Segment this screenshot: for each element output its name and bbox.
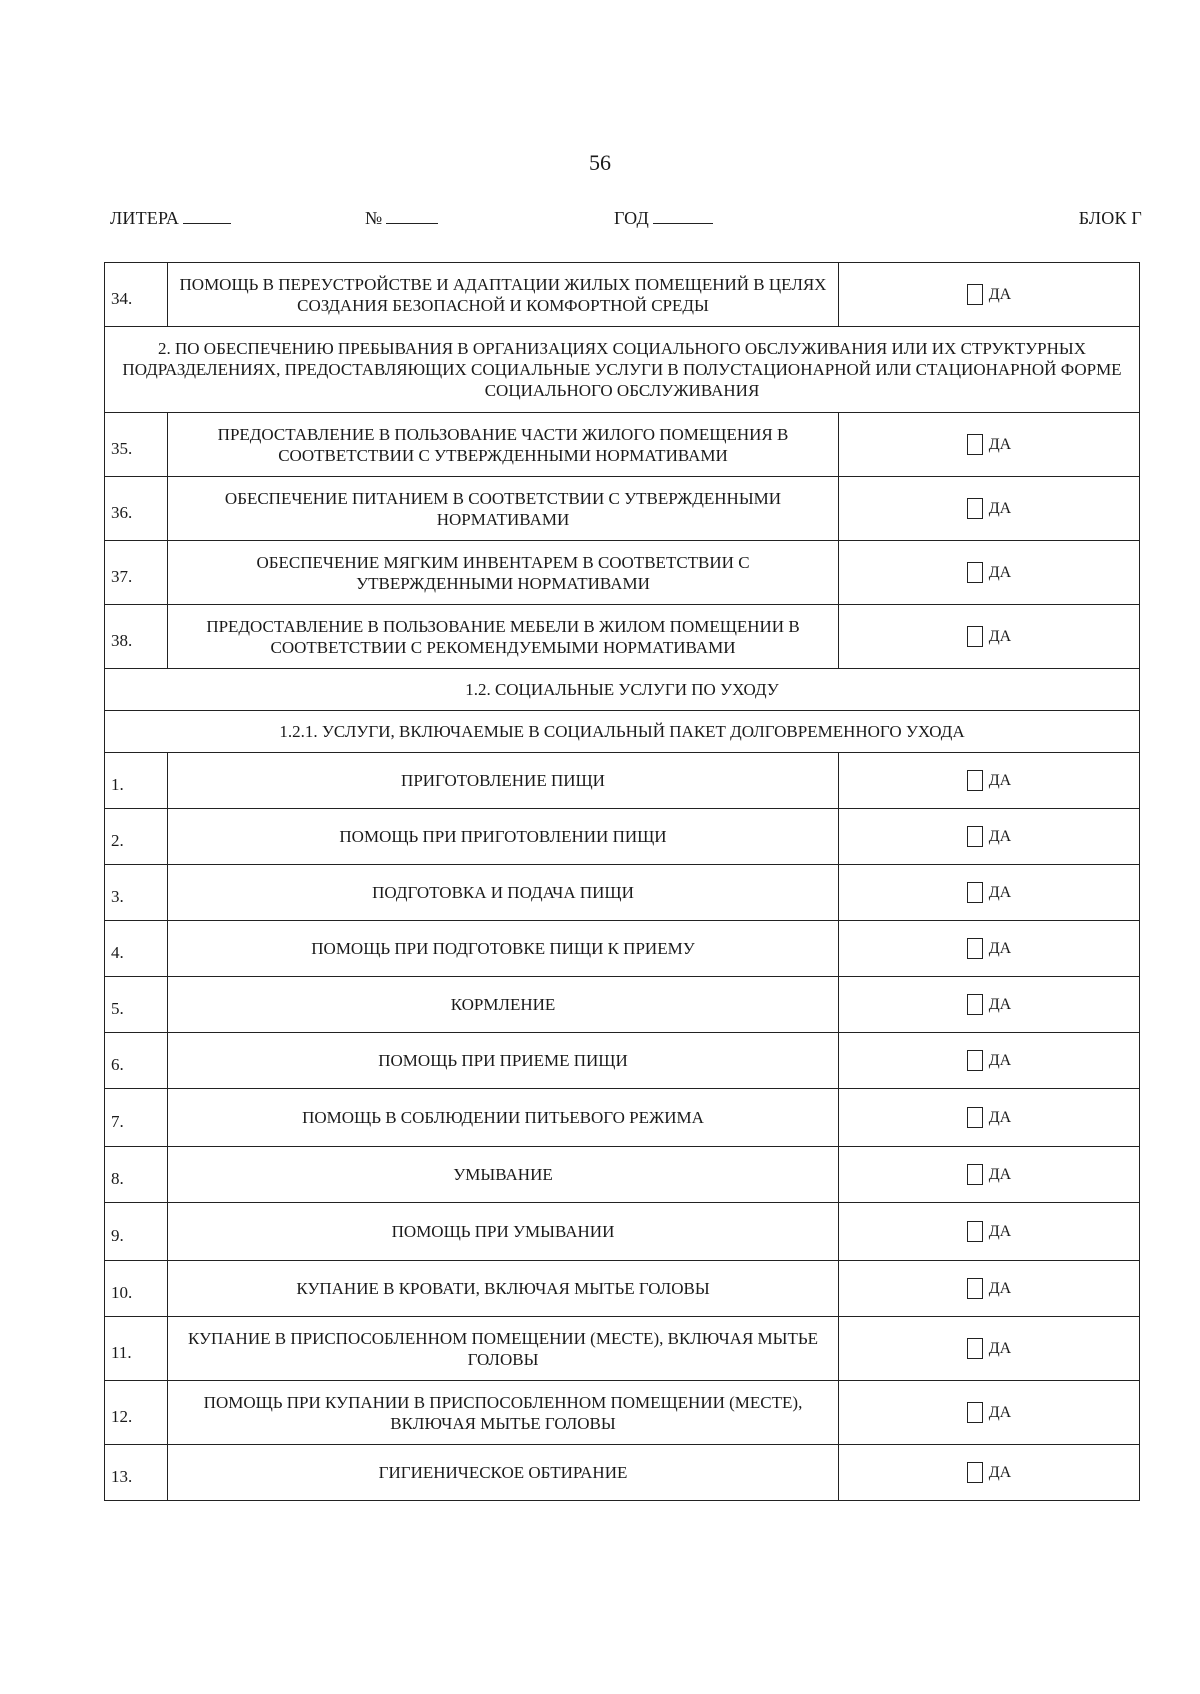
row-number: 34. — [105, 263, 168, 327]
yes-checkbox[interactable] — [967, 1278, 983, 1299]
row-number: 13. — [105, 1445, 168, 1501]
yes-option[interactable] — [839, 1033, 1140, 1089]
row-number: 37. — [105, 541, 168, 605]
services-table — [104, 262, 1140, 1501]
yes-label: ДА — [988, 1109, 1012, 1127]
service-description: ОБЕСПЕЧЕНИЕ МЯГКИМ ИНВЕНТАРЕМ В СООТВЕТСТВИИ С УТВЕРЖДЕННЫМИ НОРМАТИВАМИ — [168, 541, 839, 605]
service-row — [105, 1147, 1140, 1203]
yes-checkbox[interactable] — [967, 1164, 983, 1185]
yes-label: ДА — [988, 1052, 1012, 1070]
service-description: ПОМОЩЬ ПРИ ПРИЕМЕ ПИЩИ — [168, 1033, 839, 1089]
year-blank[interactable] — [653, 222, 713, 224]
yes-label: ДА — [988, 1340, 1012, 1358]
row-number: 6. — [105, 1033, 168, 1089]
yes-option[interactable] — [839, 809, 1140, 865]
yes-label: ДА — [988, 286, 1012, 304]
year-field[interactable] — [614, 208, 713, 229]
row-number: 3. — [105, 865, 168, 921]
yes-checkbox[interactable] — [967, 284, 983, 305]
yes-label: ДА — [988, 940, 1012, 958]
service-row — [105, 1445, 1140, 1501]
yes-checkbox[interactable] — [967, 826, 983, 847]
service-description: ПОМОЩЬ ПРИ ПРИГОТОВЛЕНИИ ПИЩИ — [168, 809, 839, 865]
service-row — [105, 753, 1140, 809]
service-row — [105, 477, 1140, 541]
service-description: КУПАНИЕ В КРОВАТИ, ВКЛЮЧАЯ МЫТЬЕ ГОЛОВЫ — [168, 1261, 839, 1317]
yes-checkbox[interactable] — [967, 1107, 983, 1128]
number-label: № — [365, 208, 383, 228]
service-description: ПРИГОТОВЛЕНИЕ ПИЩИ — [168, 753, 839, 809]
row-number: 36. — [105, 477, 168, 541]
yes-checkbox[interactable] — [967, 1338, 983, 1359]
service-description: УМЫВАНИЕ — [168, 1147, 839, 1203]
yes-checkbox[interactable] — [967, 498, 983, 519]
service-row — [105, 541, 1140, 605]
row-number: 35. — [105, 413, 168, 477]
yes-checkbox[interactable] — [967, 994, 983, 1015]
service-row — [105, 1203, 1140, 1261]
yes-option[interactable] — [839, 921, 1140, 977]
yes-checkbox[interactable] — [967, 1402, 983, 1423]
yes-checkbox[interactable] — [967, 1462, 983, 1483]
section-title: 1.2. СОЦИАЛЬНЫЕ УСЛУГИ ПО УХОДУ — [105, 669, 1140, 711]
yes-option[interactable] — [839, 1381, 1140, 1445]
service-row — [105, 921, 1140, 977]
yes-label: ДА — [988, 996, 1012, 1014]
section-header-row — [105, 327, 1140, 413]
yes-label: ДА — [988, 884, 1012, 902]
service-description: ПОМОЩЬ ПРИ ПОДГОТОВКЕ ПИЩИ К ПРИЕМУ — [168, 921, 839, 977]
yes-label: ДА — [988, 1166, 1012, 1184]
yes-checkbox[interactable] — [967, 938, 983, 959]
yes-checkbox[interactable] — [967, 1050, 983, 1071]
row-number: 10. — [105, 1261, 168, 1317]
yes-option[interactable] — [839, 1147, 1140, 1203]
service-row — [105, 1033, 1140, 1089]
yes-option[interactable] — [839, 753, 1140, 809]
service-description: ПОМОЩЬ ПРИ КУПАНИИ В ПРИСПОСОБЛЕННОМ ПОМЕЩЕНИИ (МЕСТЕ), ВКЛЮЧАЯ МЫТЬЕ ГОЛОВЫ — [168, 1381, 839, 1445]
service-description: ПРЕДОСТАВЛЕНИЕ В ПОЛЬЗОВАНИЕ ЧАСТИ ЖИЛОГО ПОМЕЩЕНИЯ В СООТВЕТСТВИИ С УТВЕРЖДЕННЫМИ НОРМАТИВАМИ — [168, 413, 839, 477]
year-label: ГОД — [614, 208, 649, 228]
number-blank[interactable] — [386, 222, 438, 224]
service-row — [105, 1261, 1140, 1317]
section-title: 2. ПО ОБЕСПЕЧЕНИЮ ПРЕБЫВАНИЯ В ОРГАНИЗАЦИЯХ СОЦИАЛЬНОГО ОБСЛУЖИВАНИЯ ИЛИ ИХ СТРУКТУРНЫХ ПОДРАЗДЕЛЕНИЯХ, ПРЕДОСТАВЛЯЮЩИХ СОЦИАЛЬНЫЕ УСЛУГИ В ПОЛУСТАЦИОНАРНОЙ ИЛИ СТАЦИОНАРНОЙ ФОРМЕ СОЦИАЛЬНОГО ОБСЛУЖИВАНИЯ — [105, 327, 1140, 413]
yes-option[interactable] — [839, 413, 1140, 477]
row-number: 38. — [105, 605, 168, 669]
yes-option[interactable] — [839, 1317, 1140, 1381]
yes-option[interactable] — [839, 1089, 1140, 1147]
service-row — [105, 1381, 1140, 1445]
yes-label: ДА — [988, 772, 1012, 790]
service-row — [105, 977, 1140, 1033]
litera-blank[interactable] — [183, 222, 231, 224]
yes-option[interactable] — [839, 977, 1140, 1033]
service-row — [105, 1089, 1140, 1147]
litera-field[interactable] — [110, 208, 231, 229]
row-number: 12. — [105, 1381, 168, 1445]
section-header-row — [105, 711, 1140, 753]
row-number: 4. — [105, 921, 168, 977]
yes-label: ДА — [988, 1223, 1012, 1241]
service-description: ПОМОЩЬ В ПЕРЕУСТРОЙСТВЕ И АДАПТАЦИИ ЖИЛЫХ ПОМЕЩЕНИЙ В ЦЕЛЯХ СОЗДАНИЯ БЕЗОПАСНОЙ И КОМФОРТНОЙ СРЕДЫ — [168, 263, 839, 327]
service-description: ГИГИЕНИЧЕСКОЕ ОБТИРАНИЕ — [168, 1445, 839, 1501]
yes-label: ДА — [988, 828, 1012, 846]
row-number: 9. — [105, 1203, 168, 1261]
yes-label: ДА — [988, 436, 1012, 454]
service-row — [105, 605, 1140, 669]
yes-option[interactable] — [839, 541, 1140, 605]
yes-option[interactable] — [839, 865, 1140, 921]
service-description: КУПАНИЕ В ПРИСПОСОБЛЕННОМ ПОМЕЩЕНИИ (МЕСТЕ), ВКЛЮЧАЯ МЫТЬЕ ГОЛОВЫ — [168, 1317, 839, 1381]
yes-checkbox[interactable] — [967, 882, 983, 903]
service-description: КОРМЛЕНИЕ — [168, 977, 839, 1033]
section-title: 1.2.1. УСЛУГИ, ВКЛЮЧАЕМЫЕ В СОЦИАЛЬНЫЙ ПАКЕТ ДОЛГОВРЕМЕННОГО УХОДА — [105, 711, 1140, 753]
yes-option[interactable] — [839, 605, 1140, 669]
service-description: ОБЕСПЕЧЕНИЕ ПИТАНИЕМ В СООТВЕТСТВИИ С УТВЕРЖДЕННЫМИ НОРМАТИВАМИ — [168, 477, 839, 541]
yes-label: ДА — [988, 1404, 1012, 1422]
block-label: БЛОК Г — [1078, 208, 1142, 228]
yes-option[interactable] — [839, 477, 1140, 541]
yes-label: ДА — [988, 628, 1012, 646]
row-number: 2. — [105, 809, 168, 865]
service-row — [105, 1317, 1140, 1381]
yes-checkbox[interactable] — [967, 1221, 983, 1242]
service-row — [105, 413, 1140, 477]
page-number: 56 — [589, 150, 611, 175]
service-description: ПРЕДОСТАВЛЕНИЕ В ПОЛЬЗОВАНИЕ МЕБЕЛИ В ЖИЛОМ ПОМЕЩЕНИИ В СООТВЕТСТВИИ С РЕКОМЕНДУЕМЫМИ НОРМАТИВАМИ — [168, 605, 839, 669]
service-description: ПОМОЩЬ В СОБЛЮДЕНИИ ПИТЬЕВОГО РЕЖИМА — [168, 1089, 839, 1147]
row-number: 8. — [105, 1147, 168, 1203]
section-header-row — [105, 669, 1140, 711]
service-row — [105, 865, 1140, 921]
yes-label: ДА — [988, 564, 1012, 582]
service-description: ПОДГОТОВКА И ПОДАЧА ПИЩИ — [168, 865, 839, 921]
yes-checkbox[interactable] — [967, 626, 983, 647]
yes-label: ДА — [988, 1464, 1012, 1482]
yes-option[interactable] — [839, 1203, 1140, 1261]
yes-checkbox[interactable] — [967, 770, 983, 791]
service-row — [105, 809, 1140, 865]
row-number: 5. — [105, 977, 168, 1033]
yes-checkbox[interactable] — [967, 562, 983, 583]
yes-option[interactable] — [839, 1445, 1140, 1501]
service-description: ПОМОЩЬ ПРИ УМЫВАНИИ — [168, 1203, 839, 1261]
service-row — [105, 263, 1140, 327]
number-field[interactable] — [365, 208, 438, 229]
yes-label: ДА — [988, 500, 1012, 518]
row-number: 11. — [105, 1317, 168, 1381]
yes-checkbox[interactable] — [967, 434, 983, 455]
row-number: 1. — [105, 753, 168, 809]
yes-option[interactable] — [839, 263, 1140, 327]
row-number: 7. — [105, 1089, 168, 1147]
yes-option[interactable] — [839, 1261, 1140, 1317]
yes-label: ДА — [988, 1280, 1012, 1298]
litera-label: ЛИТЕРА — [110, 208, 180, 228]
